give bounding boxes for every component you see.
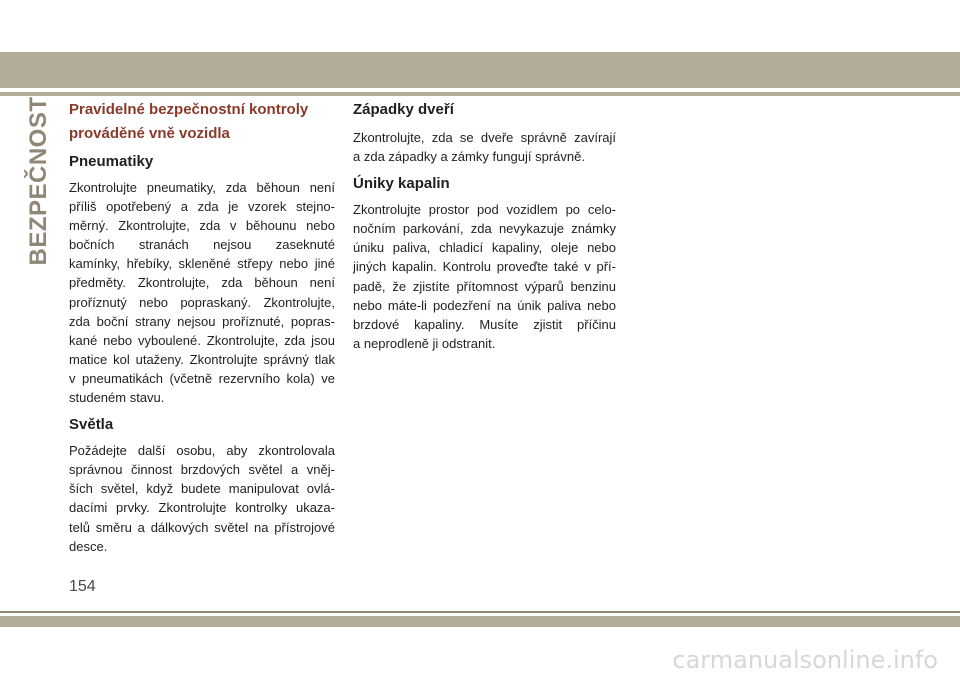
- text-line: dacími prvky. Zkontrolujte kontrolky ukaza-: [69, 500, 335, 516]
- heading-lights: Světla: [69, 416, 114, 434]
- paragraph-door-latches: [353, 128, 616, 166]
- text-line: nebo máte-li podezření na únik paliva nebo: [353, 297, 616, 313]
- text-line: měrný. Zkontrolujte, zda v běhounu nebo: [69, 218, 335, 234]
- text-line: jiných kapalin. Kontrolu proveďte také v pří-: [353, 259, 616, 275]
- text-line: Zkontrolujte pneumatiky, zda běhoun není: [69, 180, 335, 195]
- text-line: v pneumatikách (včetně rezervního kola) ve: [69, 370, 335, 386]
- header-band: [0, 52, 960, 88]
- text-line: desce.: [69, 538, 108, 554]
- text-line: Požádejte další osobu, aby zkontrolovala: [69, 443, 335, 459]
- section-title: Pravidelné bezpečnostní kontroly prováděné vně vozidla: [69, 101, 309, 142]
- watermark: carmanualsonline.info: [672, 646, 938, 674]
- chapter-side-tab-label: BEZPEČNOST: [25, 96, 52, 266]
- text-line: proříznutý nebo popraskaný. Zkontrolujte,: [69, 294, 335, 310]
- header-rule: [0, 92, 960, 96]
- text-line: bočních stranách nejsou zaseknuté: [69, 237, 335, 253]
- text-line: telů směru a dálkových světel na přístrojové: [69, 519, 335, 535]
- text-line: studeném stavu.: [69, 390, 165, 406]
- right-column: [353, 98, 616, 361]
- text-line: brzdové kapaliny. Musíte zjistit příčinu: [353, 316, 616, 332]
- footer-rule: [0, 611, 960, 613]
- paragraph-tires: [69, 178, 335, 407]
- heading-tires: Pneumatiky: [69, 153, 154, 170]
- text-line: kamínky, hřebíky, skleněné střepy nebo jiné: [69, 256, 335, 272]
- heading-fluid-leaks: Úniky kapalin: [353, 175, 450, 193]
- text-line: matice kol utaženy. Zkontrolujte správný tlak: [69, 351, 335, 367]
- text-line: úniku paliva, chladicí kapaliny, oleje nebo: [353, 240, 616, 256]
- text-line: a zda západky a zámky fungují správně.: [353, 149, 585, 165]
- text-line: předměty. Zkontrolujte, zda běhoun není: [69, 275, 335, 291]
- text-line: ších světel, když budete manipulovat ovlá-: [69, 481, 335, 497]
- left-column: [69, 98, 335, 564]
- text-line: Zkontrolujte, zda se dveře správně zavírají: [353, 130, 616, 145]
- text-line: padě, že zjistíte přítomnost výparů benzinu: [353, 278, 616, 294]
- text-line: zda boční strany nejsou proříznuté, popras-: [69, 313, 335, 329]
- paragraph-lights: [69, 441, 335, 556]
- text-line: příliš opotřebený a zda je vzorek stejno-: [69, 199, 335, 215]
- heading-door-latches: Západky dveří: [353, 101, 454, 118]
- paragraph-fluid-leaks: [353, 200, 616, 353]
- page-number: 154: [69, 578, 96, 595]
- text-line: nočním parkování, zda nevykazuje známky: [353, 221, 616, 237]
- text-line: správnou činnost brzdových světel a vněj-: [69, 462, 335, 478]
- text-line: kané nebo vyboulené. Zkontrolujte, zda jsou: [69, 332, 335, 348]
- text-line: Zkontrolujte prostor pod vozidlem po celo-: [353, 202, 616, 218]
- chapter-side-tab: [24, 96, 54, 266]
- text-line: a neprodleně ji odstranit.: [353, 335, 496, 351]
- footer-band: [0, 616, 960, 627]
